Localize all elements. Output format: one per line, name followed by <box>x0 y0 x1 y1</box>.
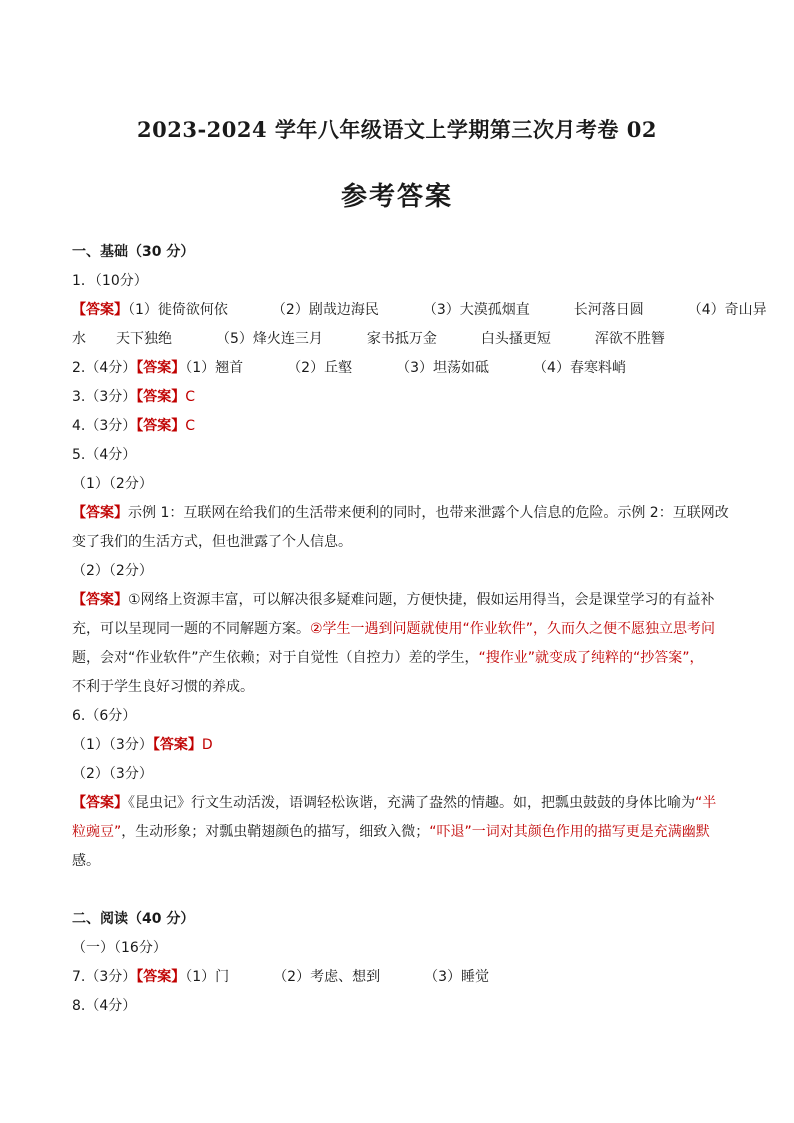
answer-tag: 【答案】 <box>136 418 186 434</box>
question-5-answer-1-line <box>72 499 729 528</box>
q4-answer: C <box>185 418 196 434</box>
q6-answer-2-text-cont <box>72 818 724 847</box>
q5-answer-2-part: 充，可以呈现同一题的不同解题方案。 <box>72 621 310 637</box>
question-6-sub-1: （1）（3分） <box>72 737 153 753</box>
question-5-sub-1: （1）（2分） <box>72 476 153 492</box>
q5-answer-2-red-part: “搜作业”就变成了纯粹的“抄答案”， <box>478 650 704 666</box>
answer-tag: 【答案】 <box>72 505 128 521</box>
answer-tag: 【答案】 <box>136 969 186 985</box>
question-1-answer-line <box>72 325 724 354</box>
q1-answer-2: （2）剧哉边海民 <box>271 302 379 318</box>
reading-part-1: （一）（16分） <box>72 940 167 956</box>
q6-answer-2-red-part: “吓退”一词对其颜色作用的描写更是充满幽默 <box>429 824 710 840</box>
question-2-line <box>72 354 724 383</box>
q2-answer-3: （3）坦荡如砥 <box>396 360 490 376</box>
q6-answer-2-text-cont: 感。 <box>72 853 100 869</box>
question-4-line <box>72 412 724 441</box>
question-6-head: 6.（6分） <box>72 708 137 724</box>
q2-answer-1: （1）翘首 <box>185 360 244 376</box>
q1-answer-5c: 白头搔更短 <box>480 331 551 347</box>
answer-tag: 【答案】 <box>152 737 202 753</box>
q1-answer-4c: 天下独绝 <box>116 331 172 347</box>
answer-tag: 【答案】 <box>72 795 128 811</box>
question-3-line <box>72 383 724 412</box>
q1-answer-4: （4）奇山异 <box>687 302 767 318</box>
q1-answer-5b: 家书抵万金 <box>366 331 437 347</box>
question-2-head: 2.（4分） <box>72 360 137 376</box>
q5-answer-2-text-cont: 不利于学生良好习惯的养成。 <box>72 679 254 695</box>
question-5-head: 5.（4分） <box>72 447 137 463</box>
q6-answer-2-red-part: “半 <box>695 795 717 811</box>
question-7-line <box>72 963 724 992</box>
question-6-sub-1-line <box>72 731 724 760</box>
answer-content <box>72 238 767 1021</box>
q7-answer-2: （2）考虑、想到 <box>273 969 381 985</box>
q2-answer-4: （4）春寒料峭 <box>533 360 626 376</box>
q5-answer-2-part: 题，会对“作业软件”产生依赖；对于自觉性（自控力）差的学生， <box>72 650 479 666</box>
question-5-answer-2-line <box>72 586 724 615</box>
q5-answer-2-text: ①网络上资源丰富，可以解决很多疑难问题，方便快捷，假如运用得当，会是课堂学习的有益补 <box>128 592 715 608</box>
q6-answer-2-part: ，生动形象；对瓢虫鞘翅颜色的描写，细致入微； <box>121 824 430 840</box>
q1-answer-1: （1）徙倚欲何依 <box>128 302 228 318</box>
q5-answer-1-text: 示例 1：互联网在给我们的生活带来便利的同时，也带来泄露个人信息的危险。示例 2：互联网改 <box>128 505 729 521</box>
question-4-head: 4.（3分） <box>72 418 137 434</box>
q2-answer-2: （2）丘壑 <box>287 360 353 376</box>
q6-answer-2-text: 《昆虫记》行文生动活泼，语调轻松诙谐，充满了盎然的情趣。如，把瓢虫鼓鼓的身体比喻为 <box>128 795 695 811</box>
q5-answer-2-red-part: ②学生一遇到问题就使用“作业软件”，久而久之便不愿独立思考问 <box>310 621 716 637</box>
answer-tag: 【答案】 <box>136 360 186 376</box>
q5-answer-2-text-cont <box>72 615 724 644</box>
answer-tag: 【答案】 <box>136 389 186 405</box>
q7-answer-1: （1）门 <box>185 969 230 985</box>
document-subtitle: 参考答案 <box>340 182 453 212</box>
q1-answer-5: （5）烽火连三月 <box>216 331 323 347</box>
question-8-head: 8.（4分） <box>72 998 137 1014</box>
question-1-answer-line <box>72 296 767 325</box>
answer-tag: 【答案】 <box>72 592 128 608</box>
question-6-answer-2-line <box>72 789 724 818</box>
q6-answer-2-red-part: 粒豌豆” <box>72 824 122 840</box>
q1-answer-4b: 水 <box>72 331 86 347</box>
q1-answer-3: （3）大漠孤烟直 <box>422 302 530 318</box>
question-5-sub-2: （2）（2分） <box>72 563 153 579</box>
question-3-head: 3.（3分） <box>72 389 137 405</box>
question-7-head: 7.（3分） <box>72 969 137 985</box>
q5-answer-2-text-cont <box>72 644 724 673</box>
document-title: 2023-2024 学年八年级语文上学期第三次月考卷 02 <box>137 117 657 142</box>
question-6-sub-2: （2）（3分） <box>72 766 153 782</box>
section-heading: 二、阅读（40 分） <box>72 911 195 927</box>
q3-answer: C <box>185 389 196 405</box>
question-1-head: 1．（10分） <box>72 273 148 289</box>
q7-answer-3: （3）睡觉 <box>424 969 490 985</box>
q1-answer-3b: 长河落日圆 <box>573 302 644 318</box>
q6-answer-1: D <box>201 737 213 753</box>
section-heading: 一、基础（30 分） <box>72 244 195 260</box>
q1-answer-5d: 浑欲不胜簪 <box>594 331 665 347</box>
q5-answer-1-text-cont: 变了我们的生活方式，但也泄露了个人信息。 <box>72 534 352 550</box>
answer-tag: 【答案】 <box>72 302 128 318</box>
